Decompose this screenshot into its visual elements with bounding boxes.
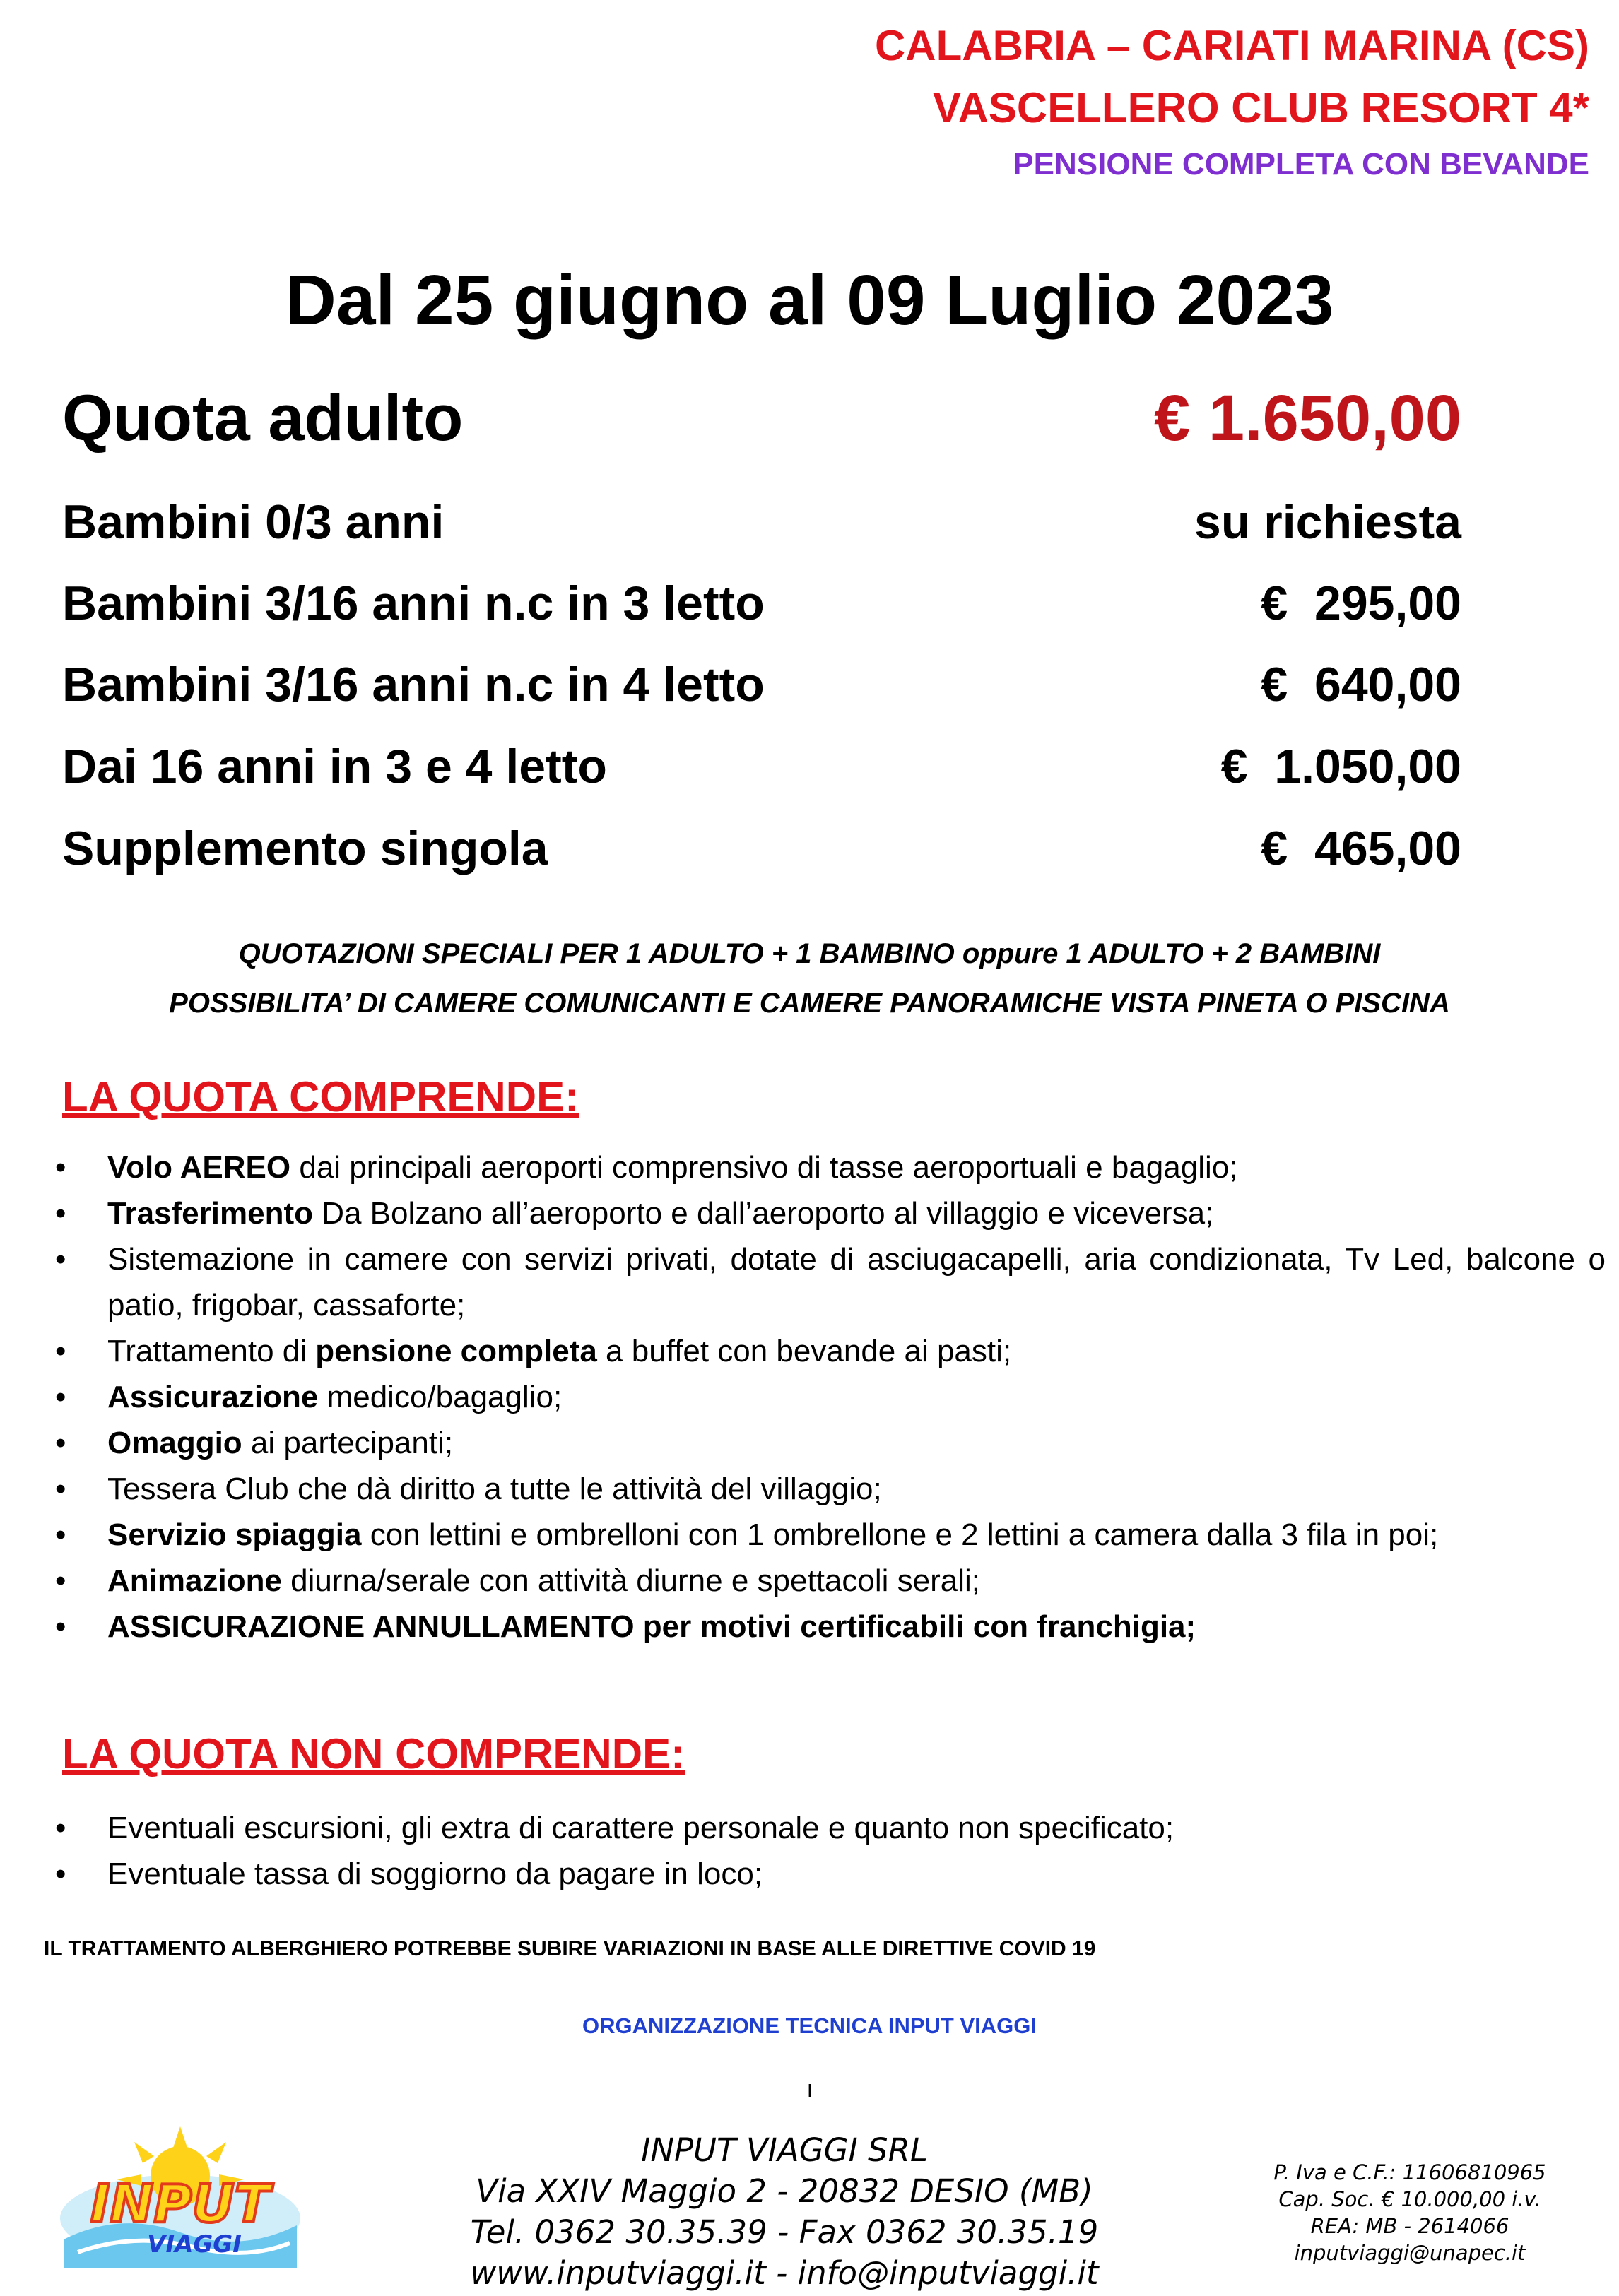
- company-name: INPUT VIAGGI SRL: [641, 2131, 928, 2169]
- price-row: [62, 576, 1461, 631]
- list-item: • Servizio spiaggia con lettini e ombrelloni con 1 ombrellone e 2 lettini a camera dalla 3 fila in poi;: [51, 1512, 1606, 1558]
- list-item: • Sistemazione in camere con servizi privati, dotate di asciugacapelli, aria condizionata, Tv Led, balcone o patio, frigobar, cassaforte;: [51, 1236, 1606, 1328]
- company-web: www.inputviaggi.it - info@inputviaggi.it: [470, 2254, 1099, 2292]
- price-value: € 1.050,00: [1220, 740, 1461, 793]
- vat-number: P. Iva e C.F.: 11606810965: [1273, 2160, 1546, 2184]
- bullet-icon: •: [55, 1334, 66, 1368]
- list-item: • Volo AEREO dai principali aeroporti comprensivo di tasse aeroportuali e bagaglio;: [51, 1144, 1606, 1190]
- list-item: • Tessera Club che dà diritto a tutte le attività del villaggio;: [51, 1466, 1606, 1512]
- excludes-heading: LA QUOTA NON COMPRENDE:: [62, 1730, 685, 1777]
- includes-heading: LA QUOTA COMPRENDE:: [62, 1073, 579, 1120]
- bullet-icon: •: [55, 1609, 66, 1644]
- price-label: Dai 16 anni in 3 e 4 letto: [62, 740, 607, 793]
- company-phone: Tel. 0362 30.35.39 - Fax 0362 30.35.19: [470, 2213, 1099, 2251]
- bullet-icon: •: [55, 1811, 66, 1845]
- bullet-icon: •: [55, 1563, 66, 1598]
- price-value: su richiesta: [1194, 495, 1461, 549]
- price-label: Quota adulto: [62, 382, 464, 454]
- list-item: • Eventuale tassa di soggiorno da pagare in loco;: [51, 1851, 1606, 1897]
- price-label: Bambini 3/16 anni n.c in 4 letto: [62, 658, 765, 711]
- bullet-icon: •: [55, 1242, 66, 1277]
- list-item: • Trasferimento Da Bolzano all’aeroporto e dall’aeroporto al villaggio e viceversa;: [51, 1190, 1606, 1236]
- includes-list: [51, 1144, 1606, 1650]
- input-viaggi-logo: [49, 2126, 311, 2275]
- bullet-icon: •: [55, 1380, 66, 1414]
- region-title: CALABRIA – CARIATI MARINA (CS): [874, 22, 1589, 69]
- price-value: € 295,00: [1261, 576, 1461, 630]
- list-item: • Eventuali escursioni, gli extra di carattere personale e quanto non specificato;: [51, 1805, 1606, 1851]
- travel-dates: Dal 25 giugno al 09 Luglio 2023: [285, 261, 1334, 340]
- price-label: Bambini 0/3 anni: [62, 495, 445, 549]
- price-label: Supplemento singola: [62, 822, 548, 875]
- resort-title: VASCELLERO CLUB RESORT 4*: [933, 84, 1589, 131]
- logo-graphic: [49, 2126, 311, 2275]
- bullet-icon: •: [55, 1857, 66, 1891]
- company-address: Via XXIV Maggio 2 - 20832 DESIO (MB): [476, 2172, 1093, 2210]
- bullet-icon: •: [55, 1150, 66, 1185]
- share-capital: Cap. Soc. € 10.000,00 i.v.: [1278, 2187, 1541, 2211]
- bullet-icon: •: [55, 1517, 66, 1552]
- pec-email: inputviaggi@unapec.it: [1294, 2241, 1526, 2265]
- price-row: [62, 495, 1461, 550]
- covid-note: IL TRATTAMENTO ALBERGHIERO POTREBBE SUBIRE VARIAZIONI IN BASE ALLE DIRETTIVE COVID 19: [44, 1937, 1096, 1960]
- organizer-note: ORGANIZZAZIONE TECNICA INPUT VIAGGI: [582, 2013, 1037, 2038]
- separator-mark: I: [807, 2080, 813, 2102]
- price-row-adult: [62, 381, 1461, 456]
- special-note: QUOTAZIONI SPECIALI PER 1 ADULTO + 1 BAMBINO oppure 1 ADULTO + 2 BAMBINI: [238, 938, 1381, 969]
- footer-company-info: [367, 2130, 1201, 2294]
- list-item: • Animazione diurna/serale con attività diurne e spettacoli serali;: [51, 1558, 1606, 1604]
- bullet-icon: •: [55, 1472, 66, 1506]
- price-value: € 465,00: [1261, 822, 1461, 875]
- logo-word-input: INPUT: [90, 2174, 271, 2235]
- list-item: • Assicurazione medico/bagaglio;: [51, 1374, 1606, 1420]
- excludes-list: [51, 1805, 1606, 1897]
- list-item: • Trattamento di pensione completa a buffet con bevande ai pasti;: [51, 1328, 1606, 1374]
- list-item: • ASSICURAZIONE ANNULLAMENTO per motivi certificabili con franchigia;: [51, 1604, 1606, 1650]
- price-row: [62, 657, 1461, 712]
- price-row: [62, 739, 1461, 794]
- list-item: • Omaggio ai partecipanti;: [51, 1420, 1606, 1466]
- bullet-icon: •: [55, 1196, 66, 1231]
- bullet-icon: •: [55, 1426, 66, 1460]
- logo-word-viaggi: VIAGGI: [147, 2230, 242, 2259]
- price-label: Bambini 3/16 anni n.c in 3 letto: [62, 576, 765, 630]
- rea-number: REA: MB - 2614066: [1310, 2214, 1509, 2238]
- board-subtitle: PENSIONE COMPLETA CON BEVANDE: [1013, 147, 1589, 182]
- special-note: POSSIBILITA’ DI CAMERE COMUNICANTI E CAMERE PANORAMICHE VISTA PINETA O PISCINA: [169, 988, 1450, 1019]
- footer-legal-info: [1201, 2159, 1618, 2266]
- price-row: [62, 821, 1461, 876]
- price-value: € 640,00: [1261, 658, 1461, 711]
- price-value: € 1.650,00: [1154, 382, 1461, 454]
